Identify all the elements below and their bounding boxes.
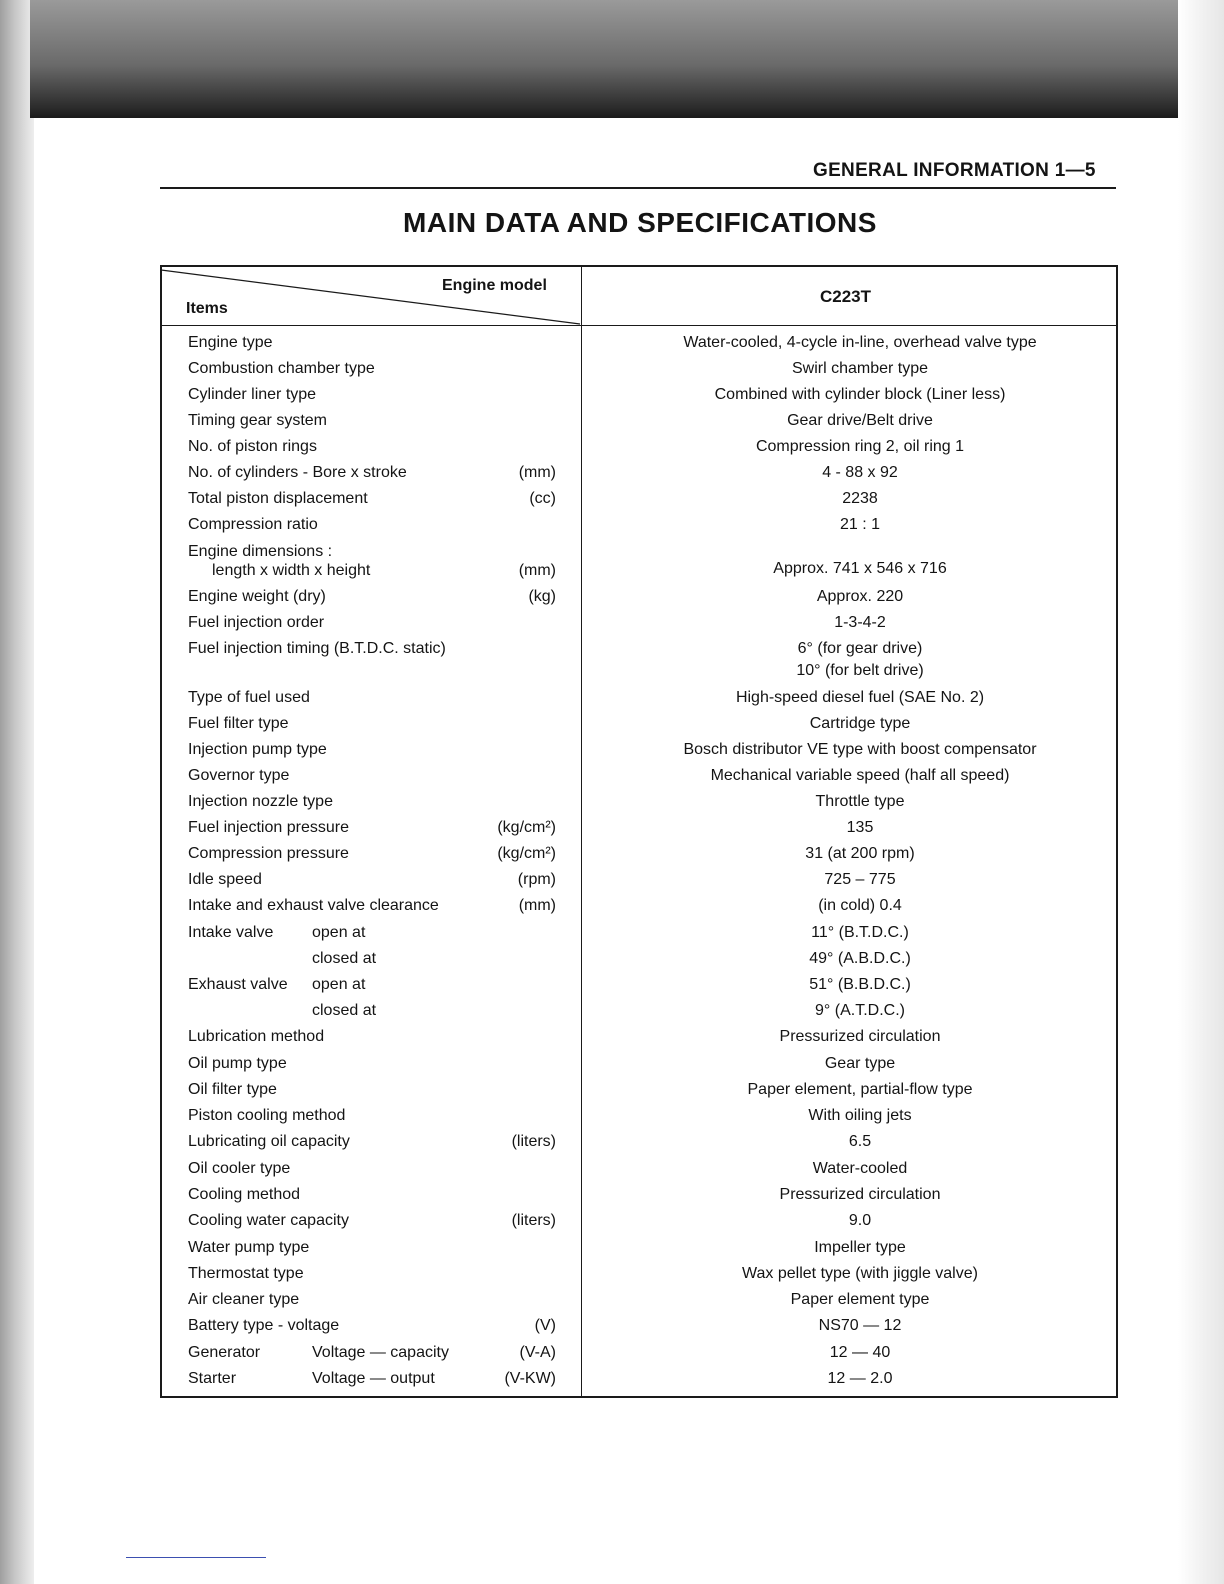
row-value: Mechanical variable speed (half all speed) bbox=[710, 767, 1010, 784]
row-item-main: Engine dimensions : bbox=[188, 543, 333, 560]
row-value: NS70 — 12 bbox=[818, 1317, 902, 1334]
row-value: With oiling jets bbox=[808, 1107, 912, 1124]
row-value: 9.0 bbox=[848, 1212, 872, 1229]
row-item-tab: open at bbox=[312, 924, 366, 941]
row-value: Throttle type bbox=[815, 793, 905, 810]
row-value: Cartridge type bbox=[809, 715, 911, 732]
row-item: Type of fuel used bbox=[188, 689, 310, 706]
row-value: Paper element, partial-flow type bbox=[747, 1081, 973, 1098]
row-value: 9° (A.T.D.C.) bbox=[815, 1002, 905, 1019]
row-value: Water-cooled bbox=[812, 1160, 908, 1177]
row-unit: (liters) bbox=[511, 1212, 556, 1229]
row-item-tab: closed at bbox=[312, 950, 377, 967]
row-item: Idle speed bbox=[188, 871, 262, 888]
header-rule bbox=[160, 187, 1116, 189]
row-unit: (mm) bbox=[518, 562, 556, 579]
row-item bbox=[188, 542, 370, 580]
row-unit: (V) bbox=[534, 1317, 556, 1334]
row-unit: (kg/cm²) bbox=[497, 845, 556, 862]
row-item: Water pump type bbox=[188, 1239, 310, 1256]
row-item: Engine type bbox=[188, 334, 273, 351]
row-unit: (V-KW) bbox=[504, 1370, 556, 1387]
row-value: 2238 bbox=[842, 490, 878, 507]
row-value: Pressurized circulation bbox=[779, 1028, 941, 1045]
row-value: Approx. 741 x 546 x 716 bbox=[773, 560, 947, 577]
row-value: Bosch distributor VE type with boost compensator bbox=[683, 741, 1037, 758]
row-item: Governor type bbox=[188, 767, 290, 784]
row-value: 135 bbox=[846, 819, 874, 836]
row-item: Oil cooler type bbox=[188, 1160, 291, 1177]
row-item: Thermostat type bbox=[188, 1265, 304, 1282]
row-value: Combined with cylinder block (Liner less) bbox=[714, 386, 1006, 403]
row-item: Total piston displacement bbox=[188, 490, 368, 507]
column-divider bbox=[581, 265, 582, 1398]
row-item-sub: length x width x height bbox=[212, 562, 371, 579]
row-value: Impeller type bbox=[814, 1239, 906, 1256]
row-item: Generator bbox=[188, 1344, 261, 1361]
row-value: 12 — 2.0 bbox=[827, 1370, 893, 1387]
row-value: Wax pellet type (with jiggle valve) bbox=[742, 1265, 978, 1282]
row-value-line2: 10° (for belt drive) bbox=[796, 662, 924, 679]
row-value: 21 : 1 bbox=[839, 516, 881, 533]
row-unit: (mm) bbox=[518, 464, 556, 481]
row-value: Approx. 220 bbox=[816, 588, 904, 605]
row-item: Injection pump type bbox=[188, 741, 327, 758]
scan-right-edge bbox=[1178, 0, 1224, 1584]
row-item: Intake and exhaust valve clearance bbox=[188, 897, 439, 914]
page-title: MAIN DATA AND SPECIFICATIONS bbox=[403, 207, 877, 238]
row-value: Paper element type bbox=[790, 1291, 930, 1308]
row-value: 6.5 bbox=[848, 1133, 872, 1150]
row-value: High-speed diesel fuel (SAE No. 2) bbox=[735, 689, 985, 706]
row-value: Swirl chamber type bbox=[791, 360, 929, 377]
row-item: Intake valve bbox=[188, 924, 274, 941]
row-item: Combustion chamber type bbox=[188, 360, 375, 377]
footer-rule bbox=[126, 1557, 266, 1558]
row-unit: (cc) bbox=[529, 490, 556, 507]
row-value: Gear drive/Belt drive bbox=[787, 412, 933, 429]
row-value: 1-3-4-2 bbox=[834, 614, 886, 631]
row-item: Starter bbox=[188, 1370, 237, 1387]
row-value: 11° (B.T.D.C.) bbox=[811, 924, 909, 941]
row-item: Fuel injection order bbox=[188, 614, 325, 631]
corner-items-label: Items bbox=[186, 300, 228, 317]
row-unit: (rpm) bbox=[517, 871, 556, 888]
row-item: No. of cylinders - Bore x stroke bbox=[188, 464, 407, 481]
row-unit: (kg/cm²) bbox=[497, 819, 556, 836]
row-value: 51° (B.B.D.C.) bbox=[809, 976, 911, 993]
row-item: Compression ratio bbox=[188, 516, 318, 533]
row-item: Piston cooling method bbox=[188, 1107, 346, 1124]
row-unit: (kg) bbox=[528, 588, 556, 605]
row-item: Lubricating oil capacity bbox=[188, 1133, 350, 1150]
row-item: Engine weight (dry) bbox=[188, 588, 326, 605]
row-value: (in cold) 0.4 bbox=[818, 897, 902, 914]
row-value: 12 — 40 bbox=[829, 1344, 891, 1361]
row-item: Timing gear system bbox=[188, 412, 327, 429]
row-unit: (V-A) bbox=[519, 1344, 556, 1361]
row-item-tab: open at bbox=[312, 976, 366, 993]
row-value: 49° (A.B.D.C.) bbox=[809, 950, 911, 967]
row-item: Cooling water capacity bbox=[188, 1212, 349, 1229]
row-value bbox=[620, 639, 1100, 680]
row-item: Cylinder liner type bbox=[188, 386, 317, 403]
scan-top-shadow bbox=[30, 0, 1180, 118]
row-item: No. of piston rings bbox=[188, 438, 317, 455]
row-item-tab: Voltage — output bbox=[312, 1370, 435, 1387]
row-item: Fuel injection pressure bbox=[188, 819, 349, 836]
row-item-tab: Voltage — capacity bbox=[312, 1344, 449, 1361]
row-value: 31 (at 200 rpm) bbox=[805, 845, 915, 862]
section-header: GENERAL INFORMATION 1—5 bbox=[813, 160, 1096, 181]
corner-engine-model-label: Engine model bbox=[442, 277, 547, 294]
row-item: Compression pressure bbox=[188, 845, 349, 862]
scan-left-shadow bbox=[0, 0, 34, 1584]
row-unit: (liters) bbox=[511, 1133, 556, 1150]
row-value: 725 – 775 bbox=[824, 871, 896, 888]
row-item: Exhaust valve bbox=[188, 976, 288, 993]
row-value: Gear type bbox=[824, 1055, 896, 1072]
row-item: Battery type - voltage bbox=[188, 1317, 340, 1334]
row-value: 4 - 88 x 92 bbox=[822, 464, 898, 481]
row-item: Fuel injection timing (B.T.D.C. static) bbox=[188, 640, 446, 657]
row-item: Cooling method bbox=[188, 1186, 301, 1203]
row-value: Compression ring 2, oil ring 1 bbox=[755, 438, 965, 455]
row-item-tab: closed at bbox=[312, 1002, 377, 1019]
row-value-line1: 6° (for gear drive) bbox=[797, 640, 923, 657]
row-item: Oil filter type bbox=[188, 1081, 277, 1098]
row-value: Pressurized circulation bbox=[779, 1186, 941, 1203]
row-value: Water-cooled, 4-cycle in-line, overhead valve type bbox=[683, 334, 1037, 351]
row-item: Lubrication method bbox=[188, 1028, 325, 1045]
model-header: C223T bbox=[820, 287, 872, 306]
row-item: Injection nozzle type bbox=[188, 793, 333, 810]
row-item: Air cleaner type bbox=[188, 1291, 300, 1308]
row-item: Oil pump type bbox=[188, 1055, 287, 1072]
row-unit: (mm) bbox=[518, 897, 556, 914]
row-item: Fuel filter type bbox=[188, 715, 289, 732]
